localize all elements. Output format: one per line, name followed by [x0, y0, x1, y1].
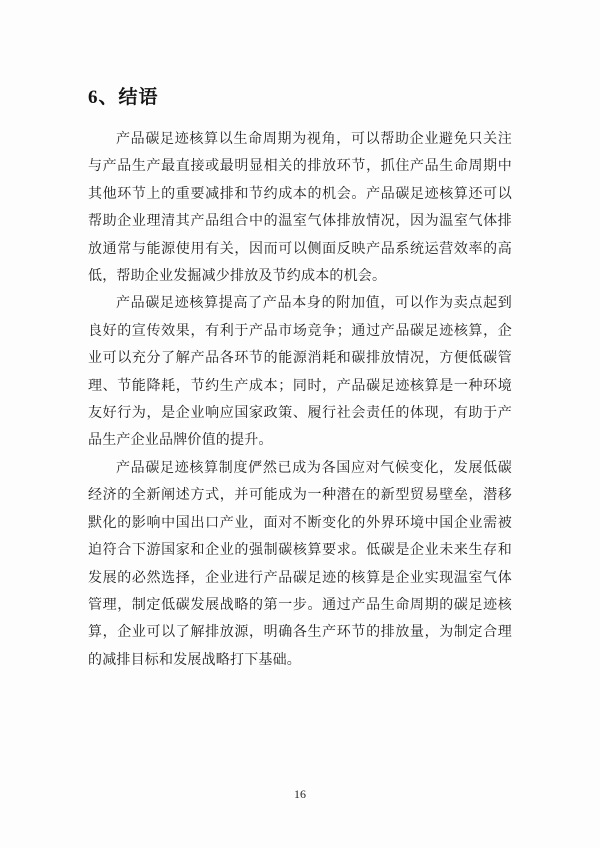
body-text — [88, 126, 512, 674]
paragraph: 产品碳足迹核算提高了产品本身的附加值，可以作为卖点起到良好的宣传效果，有利于产品市场竞争；通过产品碳足迹核算，企业可以充分了解产品各环节的能源消耗和碳排放情况，方便低碳管理、节能降耗，节约生产成本；同时，产品碳足迹核算是一种环境友好行为，是企业响应国家政策、履行社会责任的体现，有助于产品生产企业品牌价值的提升。 — [88, 296, 512, 449]
section-heading: 6、结语 — [88, 87, 159, 108]
page-number: 16 — [294, 787, 306, 801]
page-content — [88, 86, 512, 674]
paragraph: 产品碳足迹核算以生命周期为视角，可以帮助企业避免只关注与产品生产最直接或最明显相关的排放环节，抓住产品生命周期中其他环节上的重要减排和节约成本的机会。产品碳足迹核算还可以帮助企业理清其产品组合中的温室气体排放情况，因为温室气体排放通常与能源使用有关，因而可以侧面反映产品系统运营效率的高低，帮助企业发掘减少排放及节约成本的机会。 — [88, 132, 512, 285]
paragraph: 产品碳足迹核算制度俨然已成为各国应对气候变化，发展低碳经济的全新阐述方式，并可能成为一种潜在的新型贸易壁垒，潜移默化的影响中国出口产业，面对不断变化的外界环境中国企业需被迫符合下游国家和企业的强制碳核算要求。低碳是企业未来生存和发展的必然选择，企业进行产品碳足迹的核算是企业实现温室气体管理，制定低碳发展战略的第一步。通过产品生命周期的碳足迹核算，企业可以了解排放源，明确各生产环节的排放量，为制定合理的减排目标和发展战略打下基础。 — [88, 460, 512, 668]
